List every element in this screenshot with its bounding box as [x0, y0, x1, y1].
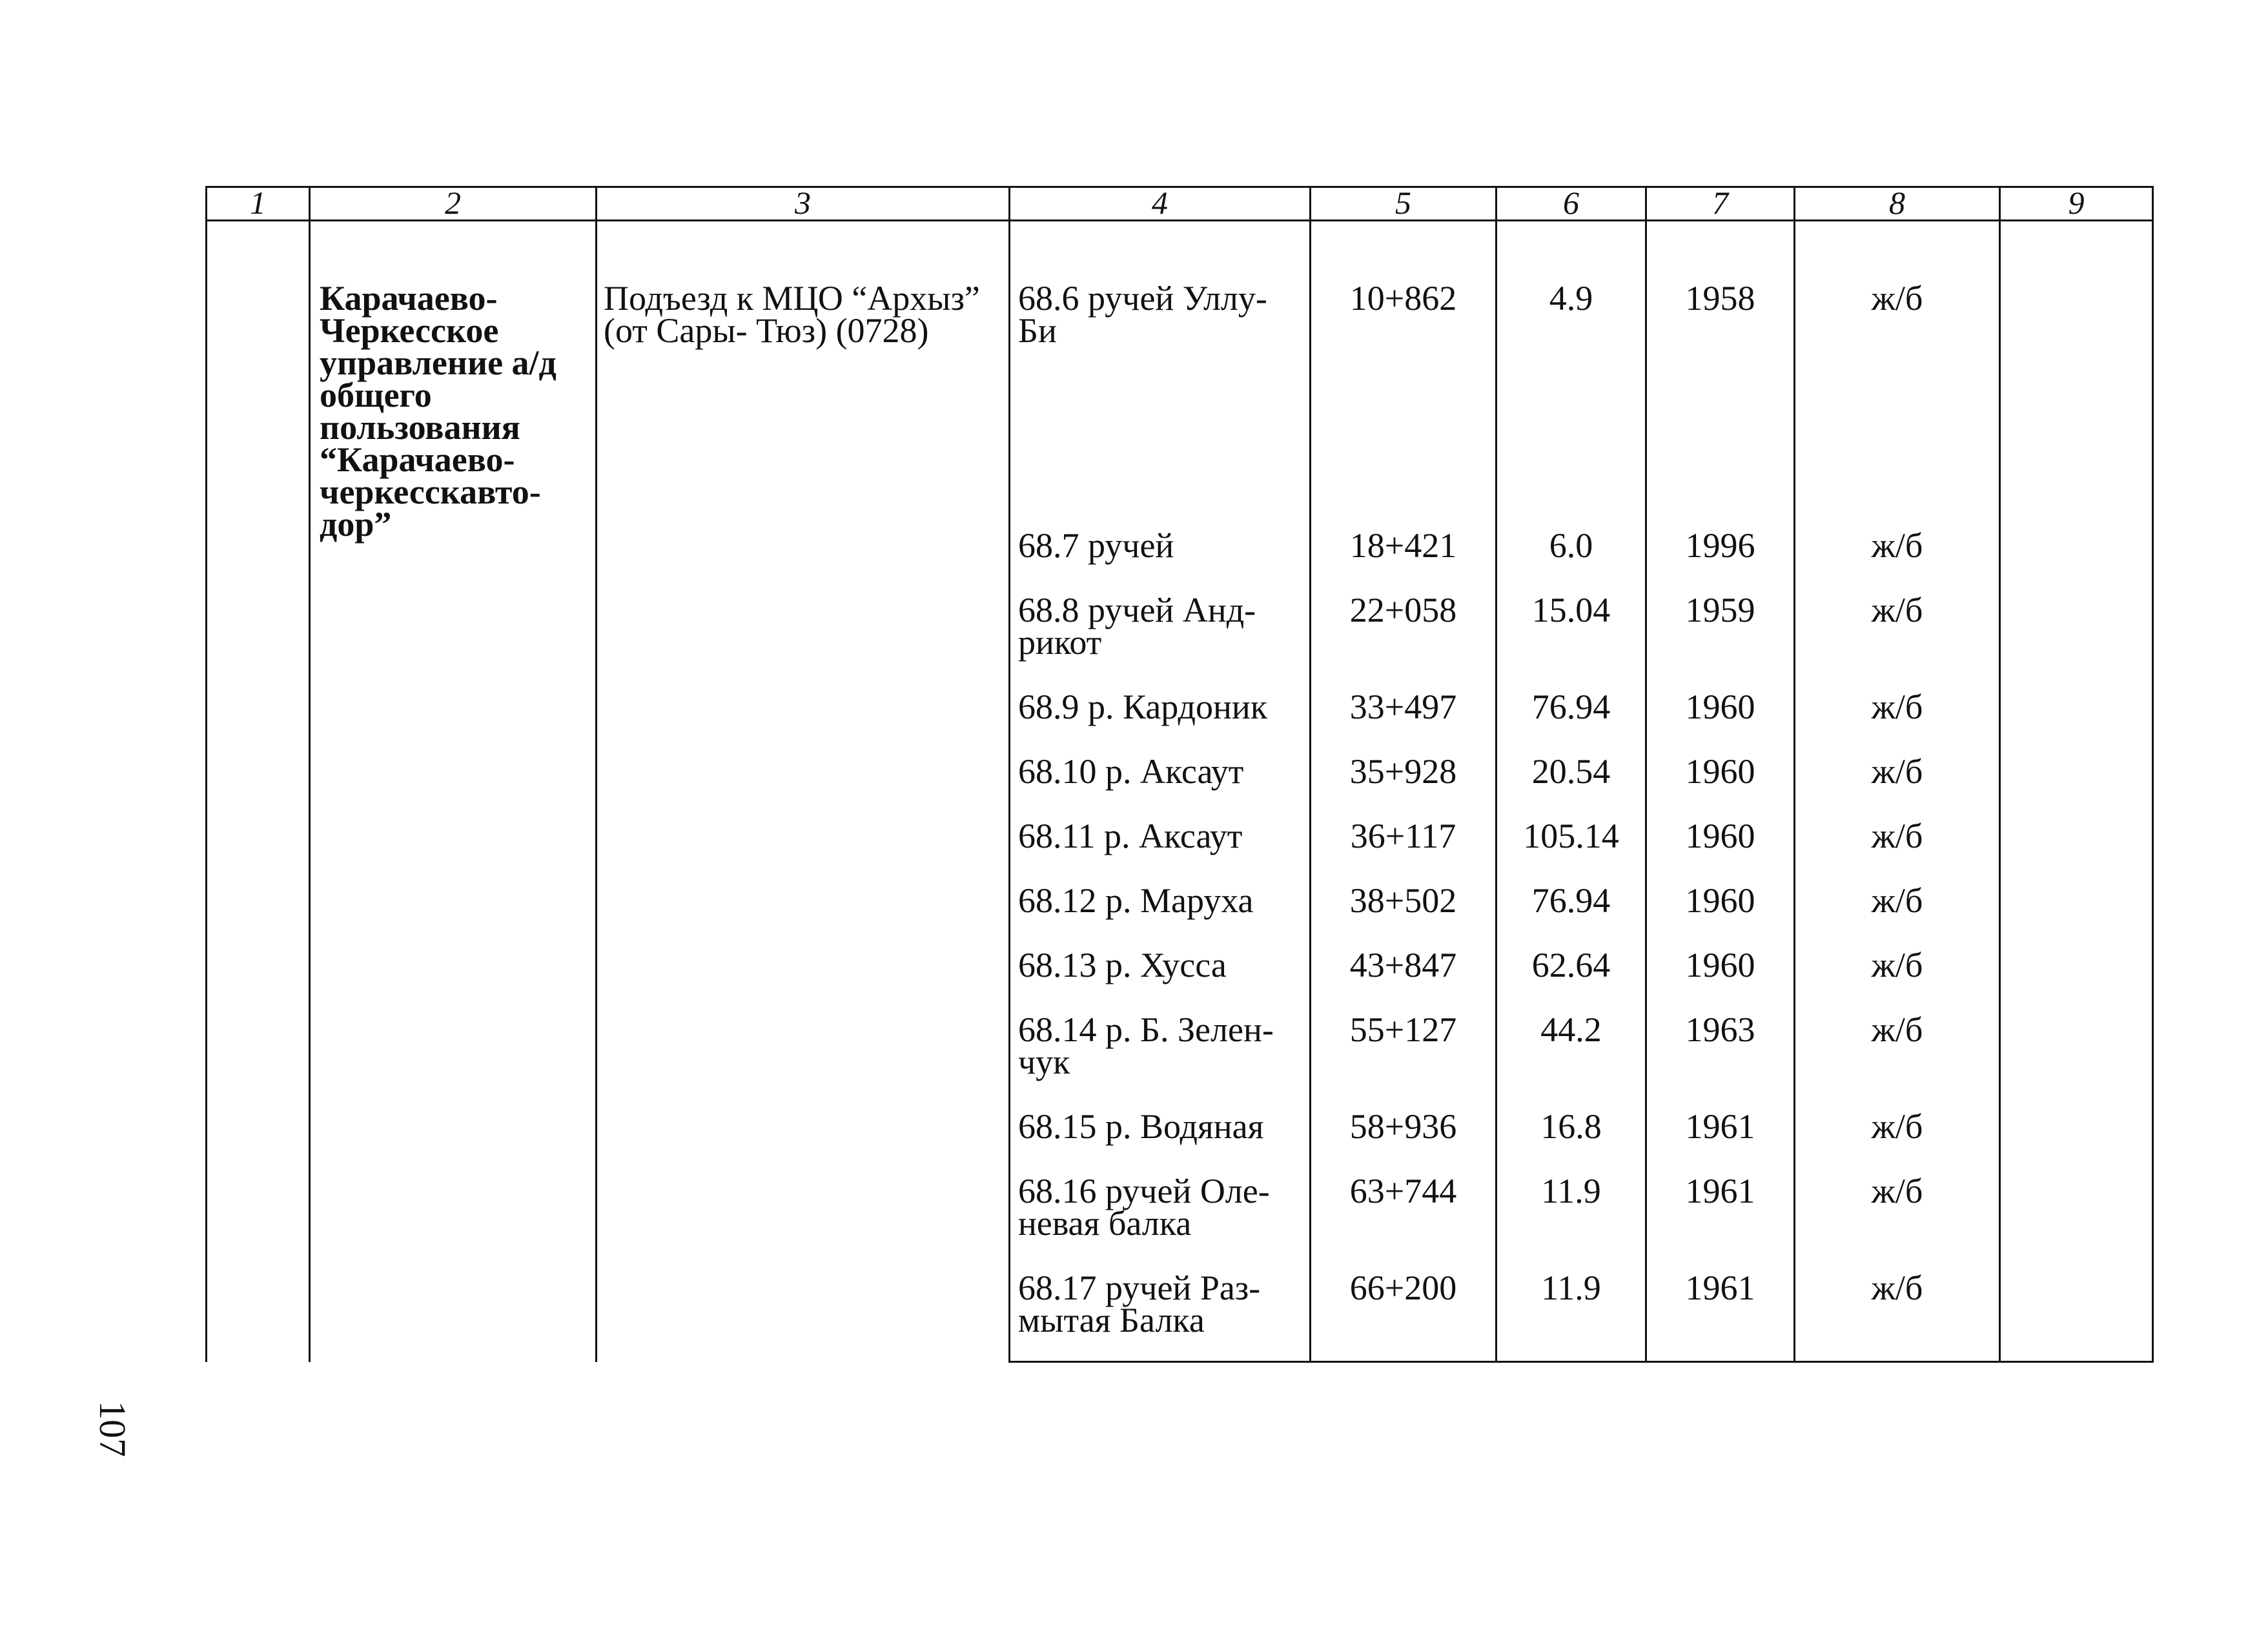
- material: ж/б: [1795, 949, 2000, 1013]
- build-year: 1963: [1646, 1013, 1795, 1110]
- bridge-name: 68.15 р. Водяная: [1010, 1110, 1311, 1175]
- bridge-name: 68.17 ручей Раз-мытая Балка: [1010, 1272, 1311, 1362]
- build-year: 1960: [1646, 691, 1795, 755]
- material: ж/б: [1795, 1272, 2000, 1362]
- material: ж/б: [1795, 1110, 2000, 1175]
- column-number: 8: [1795, 187, 2000, 221]
- bridge-name: 68.11 р. Аксаут: [1010, 820, 1311, 884]
- column-number: 3: [597, 187, 1010, 221]
- index-cell: [207, 221, 310, 1362]
- km-position: 36+117: [1311, 820, 1497, 884]
- km-position: 66+200: [1311, 1272, 1497, 1362]
- bridge-length: 62.64: [1497, 949, 1646, 1013]
- road-cell: Подъезд к МЦО “Архыз” (от Сары- Тюз) (0728): [597, 221, 1010, 1362]
- bridge-length: 76.94: [1497, 884, 1646, 949]
- km-position: 55+127: [1311, 1013, 1497, 1110]
- note-cell: [2000, 221, 2153, 529]
- build-year: 1996: [1646, 529, 1795, 594]
- note-cell: [2000, 1013, 2153, 1110]
- build-year: 1961: [1646, 1110, 1795, 1175]
- build-year: 1961: [1646, 1175, 1795, 1272]
- material: ж/б: [1795, 691, 2000, 755]
- column-number-row: [207, 187, 2153, 221]
- bridge-name: 68.10 р. Аксаут: [1010, 755, 1311, 820]
- bridge-name: 68.13 р. Хусса: [1010, 949, 1311, 1013]
- km-position: 35+928: [1311, 755, 1497, 820]
- bridge-length: 76.94: [1497, 691, 1646, 755]
- table-row: [207, 221, 2153, 529]
- km-position: 33+497: [1311, 691, 1497, 755]
- column-number: 9: [2000, 187, 2153, 221]
- bridge-name: 68.9 р. Кардоник: [1010, 691, 1311, 755]
- km-position: 22+058: [1311, 594, 1497, 691]
- build-year: 1960: [1646, 949, 1795, 1013]
- bridge-length: 20.54: [1497, 755, 1646, 820]
- bridge-name: 68.7 ручей: [1010, 529, 1311, 594]
- column-number: 2: [310, 187, 597, 221]
- bridge-name: 68.12 р. Маруха: [1010, 884, 1311, 949]
- note-cell: [2000, 594, 2153, 691]
- note-cell: [2000, 529, 2153, 594]
- km-position: 43+847: [1311, 949, 1497, 1013]
- material: ж/б: [1795, 1175, 2000, 1272]
- column-number: 4: [1010, 187, 1311, 221]
- material: ж/б: [1795, 1013, 2000, 1110]
- bridge-name: 68.8 ручей Анд-рикот: [1010, 594, 1311, 691]
- bridge-name: 68.16 ручей Оле-невая балка: [1010, 1175, 1311, 1272]
- material: ж/б: [1795, 221, 2000, 529]
- column-number: 5: [1311, 187, 1497, 221]
- page-number: 107: [92, 1401, 134, 1457]
- bridge-length: 105.14: [1497, 820, 1646, 884]
- build-year: 1961: [1646, 1272, 1795, 1362]
- bridge-length: 11.9: [1497, 1175, 1646, 1272]
- bridge-length: 11.9: [1497, 1272, 1646, 1362]
- km-position: 18+421: [1311, 529, 1497, 594]
- bridges-table: [205, 186, 2154, 1363]
- build-year: 1960: [1646, 755, 1795, 820]
- bridge-length: 16.8: [1497, 1110, 1646, 1175]
- column-number: 6: [1497, 187, 1646, 221]
- build-year: 1959: [1646, 594, 1795, 691]
- note-cell: [2000, 884, 2153, 949]
- bridge-name: 68.14 р. Б. Зелен-чук: [1010, 1013, 1311, 1110]
- build-year: 1960: [1646, 820, 1795, 884]
- build-year: 1958: [1646, 221, 1795, 529]
- km-position: 58+936: [1311, 1110, 1497, 1175]
- km-position: 63+744: [1311, 1175, 1497, 1272]
- bridge-name: 68.6 ручей Уллу-Би: [1010, 221, 1311, 529]
- note-cell: [2000, 820, 2153, 884]
- note-cell: [2000, 949, 2153, 1013]
- build-year: 1960: [1646, 884, 1795, 949]
- bridge-length: 6.0: [1497, 529, 1646, 594]
- column-number: 7: [1646, 187, 1795, 221]
- material: ж/б: [1795, 820, 2000, 884]
- material: ж/б: [1795, 755, 2000, 820]
- km-position: 38+502: [1311, 884, 1497, 949]
- bridge-length: 4.9: [1497, 221, 1646, 529]
- organization-cell: Карачаево-Черкесское управление а/д общего пользования “Карачаево-черкесскавто-дор”: [310, 221, 597, 1362]
- note-cell: [2000, 755, 2153, 820]
- bridge-length: 15.04: [1497, 594, 1646, 691]
- material: ж/б: [1795, 594, 2000, 691]
- note-cell: [2000, 1272, 2153, 1362]
- note-cell: [2000, 1175, 2153, 1272]
- material: ж/б: [1795, 884, 2000, 949]
- note-cell: [2000, 1110, 2153, 1175]
- note-cell: [2000, 691, 2153, 755]
- material: ж/б: [1795, 529, 2000, 594]
- column-number: 1: [207, 187, 310, 221]
- bridge-length: 44.2: [1497, 1013, 1646, 1110]
- km-position: 10+862: [1311, 221, 1497, 529]
